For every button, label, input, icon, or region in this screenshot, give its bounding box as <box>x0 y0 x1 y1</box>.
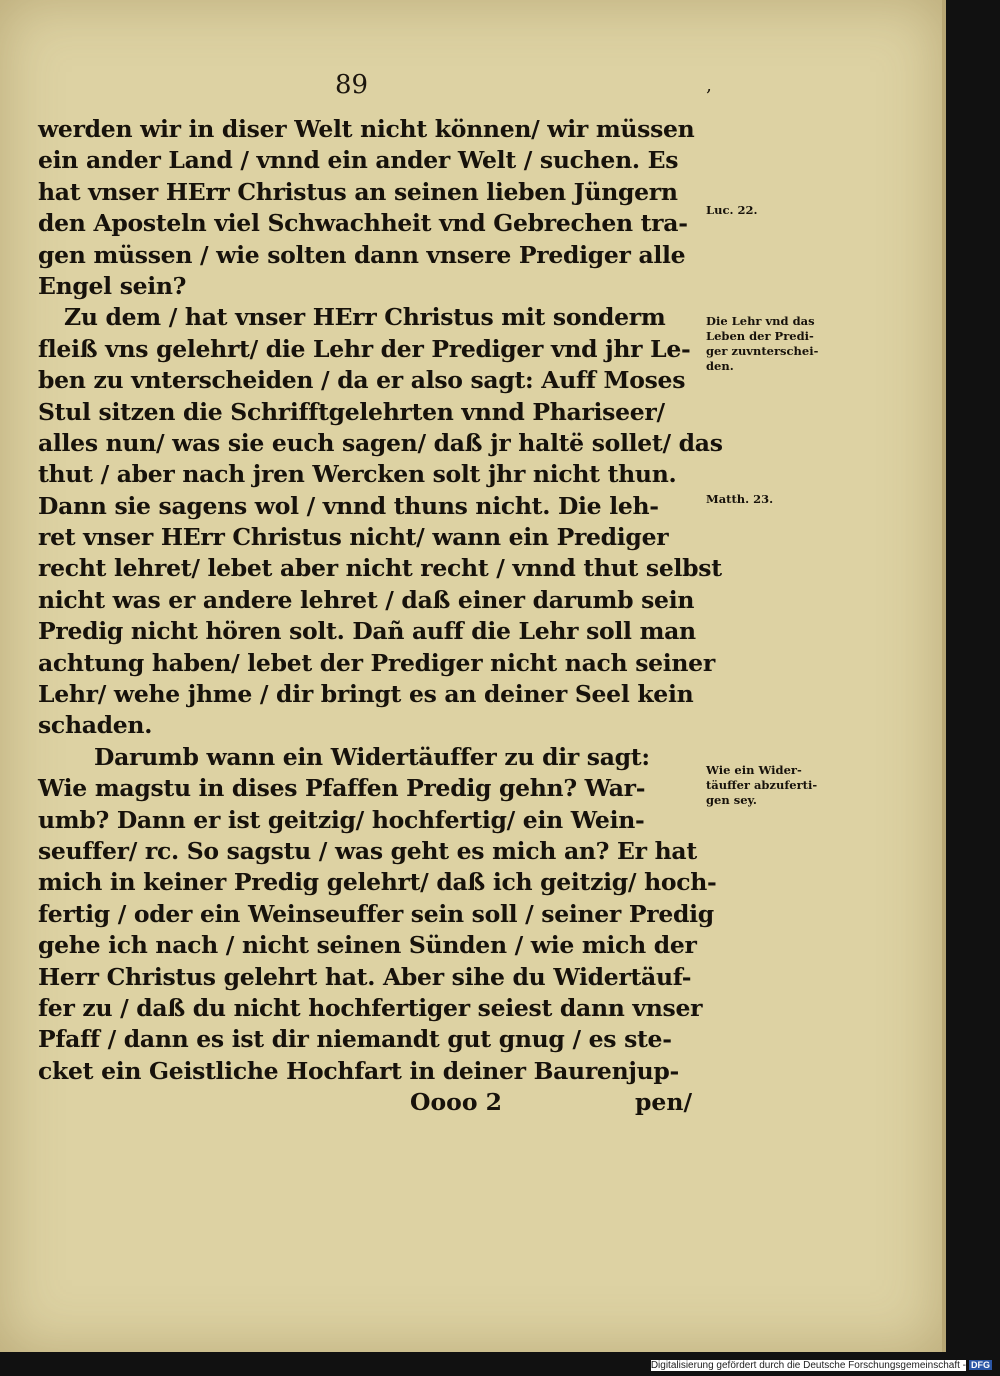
text-line: Stul sitzen die Schrifftgelehrten vnnd Phariseer/ <box>38 397 665 426</box>
text-line: gen müssen / wie solten dann vnsere Prediger alle <box>38 240 686 269</box>
text-line: ben zu vnterscheiden / da er also sagt: Auff Moses <box>38 366 686 395</box>
signature-mark: Oooo 2 <box>410 1088 503 1117</box>
marginal-note <box>706 314 874 374</box>
text-line: gehe ich nach / nicht seinen Sünden / wie mich der <box>38 931 697 960</box>
text-line: ein ander Land / vnnd ein ander Welt / suchen. Es <box>38 146 679 175</box>
text-line: Predig nicht hören solt. Dañ auff die Lehr soll man <box>38 617 696 646</box>
text-line: Darumb wann ein Widertäuffer zu dir sagt: <box>94 742 650 771</box>
dfg-logo: DFG <box>971 1360 990 1370</box>
text-line: Herr Christus gelehrt hat. Aber sihe du Widertäuf- <box>38 962 692 991</box>
text-line: ret vnser HErr Christus nicht/ wann ein Prediger <box>38 523 669 552</box>
text-line: cket ein Geistliche Hochfart in deiner Baurenjup- <box>38 1056 679 1085</box>
marginal-note-line: Leben der Predi- <box>706 329 814 343</box>
marginal-note <box>706 203 874 218</box>
marginal-note-line: Wie ein Wider- <box>706 763 802 777</box>
text-line: achtung haben/ lebet der Prediger nicht nach seiner <box>38 648 715 677</box>
text-line: Wie magstu in dises Pfaffen Predig gehn? War- <box>38 774 646 803</box>
text-line: recht lehret/ lebet aber nicht recht / vnnd thut selbst <box>38 554 722 583</box>
marginal-note-line: gen sey. <box>706 793 757 807</box>
text-line: umb? Dann er ist geitzig/ hochfertig/ ein Wein- <box>38 805 645 834</box>
text-line: fer zu / daß du nicht hochfertiger seiest dann vnser <box>38 993 703 1022</box>
text-line: hat vnser HErr Christus an seinen lieben Jüngern <box>38 177 678 206</box>
marginal-note <box>706 492 874 507</box>
marginal-note-line: den. <box>706 359 734 373</box>
text-line: Zu dem / hat vnser HErr Christus mit sonderm <box>64 303 666 332</box>
marginal-note <box>706 763 874 808</box>
footer <box>651 1358 992 1372</box>
page-edge <box>942 0 946 1352</box>
marginal-note-line: Die Lehr vnd das <box>706 314 815 328</box>
text-line: Lehr/ wehe jhme / dir bringt es an deiner Seel kein <box>38 680 694 709</box>
text-line: Pfaff / dann es ist dir niemandt gut gnug / es ste- <box>38 1025 672 1054</box>
text-line: alles nun/ was sie euch sagen/ daß jr haltë sollet/ das <box>38 428 723 457</box>
text-line: Engel sein? <box>38 271 187 300</box>
marginal-note-line: Matth. 23. <box>706 492 774 506</box>
marginal-note-line: ger zuvnterschei- <box>706 344 819 358</box>
text-line: thut / aber nach jren Wercken solt jhr nicht thun. <box>38 460 677 489</box>
marginal-note-line: Luc. 22. <box>706 203 758 217</box>
catchword: pen/ <box>635 1088 693 1117</box>
text-line: den Aposteln viel Schwachheit vnd Gebrechen tra- <box>38 209 688 238</box>
footer-text: Digitalisierung gefördert durch die Deutsche Forschungsgemeinschaft - <box>650 1359 966 1371</box>
main-text-block <box>38 114 723 1119</box>
text-line: fleiß vns gelehrt/ die Lehr der Prediger vnd jhr Le- <box>38 334 691 363</box>
text-line: schaden. <box>38 711 153 740</box>
page-number: 89 <box>335 70 369 100</box>
signature-line <box>38 1087 706 1118</box>
text-line: mich in keiner Predig gelehrt/ daß ich geitzig/ hoch- <box>38 868 717 897</box>
text-line: nicht was er andere lehret / daß einer darumb sein <box>38 585 695 614</box>
top-mark: ‚ <box>706 75 712 96</box>
text-line: werden wir in diser Welt nicht können/ wir müssen <box>38 115 695 143</box>
text-line: Dann sie sagens wol / vnnd thuns nicht. Die leh- <box>38 491 659 520</box>
text-line: seuffer/ rc. So sagstu / was geht es mich an? Er hat <box>38 836 697 865</box>
text-line: fertig / oder ein Weinseuffer sein soll / seiner Predig <box>38 899 714 928</box>
marginal-note-line: täuffer abzuferti- <box>706 778 818 792</box>
